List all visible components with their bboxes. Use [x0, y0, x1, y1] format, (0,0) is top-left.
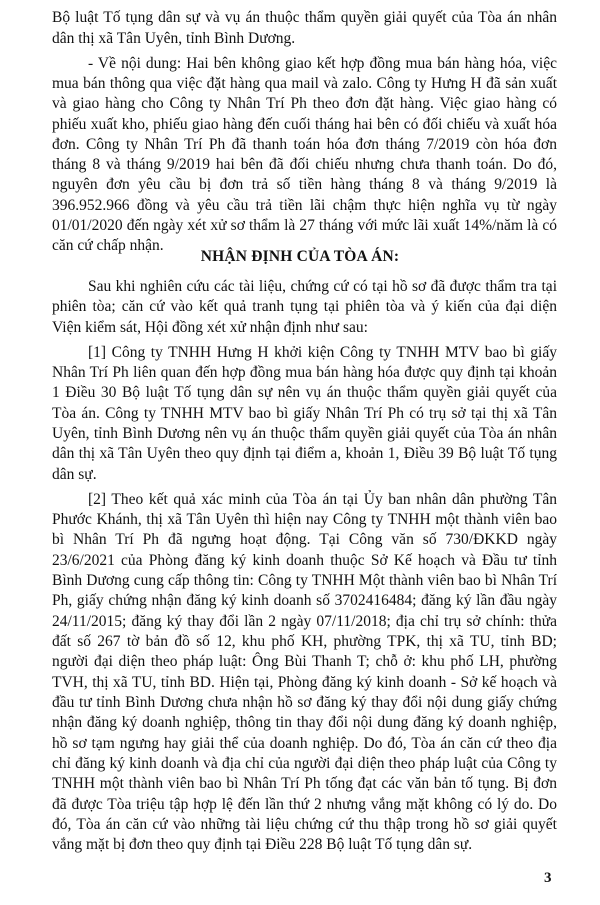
text-line: dân thị xã Tân Uyên, tỉnh Bình Dương.	[52, 30, 296, 47]
text-line: phiếu xuất kho, phiếu giao hàng đến cuối tháng hai bên có đối chiếu và xuất hóa	[52, 116, 557, 133]
text-line: đầu tư tỉnh Bình Dương chưa nhận hồ sơ đăng ký thay đổi nội dung giấy chứng	[52, 694, 557, 711]
text-line: Uyên, tỉnh Bình Dương nên vụ án thuộc thẩm quyền giải quyết của Tòa án nhân	[52, 425, 557, 442]
text-line: 24/11/2015; đăng ký thay đổi lần 2 ngày 07/11/2018; địa chỉ trụ sở chính: thửa	[52, 613, 557, 630]
text-line: 01/01/2020 đến ngày xét xử sơ thẩm là 27 tháng với mức lãi xuất 14%/năm là có	[52, 217, 557, 234]
text-line: 23/6/2021 của Phòng đăng ký kinh doanh thuộc Sở Kế hoạch và Đầu tư tỉnh	[52, 552, 557, 569]
text-line: dân sự.	[52, 466, 97, 483]
text-line: đất số 267 tờ bản đồ số 12, khu phố KH, phường TPK, thị xã TU, tỉnh BD;	[52, 633, 557, 650]
text-line: mua bán thông qua việc đặt hàng qua mail và zalo. Công ty Hưng H đã sản xuất	[52, 75, 557, 92]
text-line: người đại diện theo pháp luật: Ông Bùi Thanh T; chỗ ở: khu phố LH, phường	[52, 653, 557, 670]
text-line: dân thị xã Tân Uyên theo quy định tại điểm a, khoản 1, Điều 39 Bộ luật Tố tụng	[52, 445, 557, 462]
text-line: nhận đăng ký doanh nghiệp, thông tin thay đổi nội dung đăng ký doanh nghiệp,	[52, 714, 557, 731]
text-line: [2] Theo kết quả xác minh của Tòa án tại Ủy ban nhân dân phường Tân	[88, 491, 557, 508]
section-heading: NHẬN ĐỊNH CỦA TÒA ÁN:	[200, 248, 400, 265]
text-line: Phước Khánh, thị xã Tân Uyên thì hiện nay Công ty TNHH một thành viên bao	[52, 511, 557, 528]
text-line: nguyên đơn yêu cầu bị đơn trả số tiền hàng tháng 8 và tháng 9/2019 là	[52, 176, 557, 193]
text-line: đã được Tòa triệu tập hợp lệ đến lần thứ 2 nhưng vắng mặt không có lý do. Do	[52, 796, 557, 813]
text-line: 1 Điều 30 Bộ luật Tố tụng dân sự nên vụ án thuộc thẩm quyền giải quyết của	[52, 384, 557, 401]
text-line: Viện kiểm sát, Hội đồng xét xử nhận định như sau:	[52, 319, 368, 336]
text-line: TNHH một thành viên bao bì Nhân Trí Ph tống đạt các văn bản tố tụng. Bị đơn	[52, 775, 557, 792]
text-line: Ph, giấy chứng nhận đăng ký kinh doanh số 3702416484; đăng ký lần đầu ngày	[52, 592, 557, 609]
text-line: Tòa án. Công ty TNHH MTV bao bì giấy Nhân Trí Ph có trụ sở tại thị xã Tân	[52, 405, 557, 422]
text-line: vắng mặt bị đơn theo quy định tại Điều 228 Bộ luật Tố tụng dân sự.	[52, 836, 473, 853]
text-line: căn cứ chấp nhận.	[52, 237, 164, 254]
text-line: Sau khi nghiên cứu các tài liệu, chứng cứ có tại hồ sơ đã được thẩm tra tại	[88, 278, 557, 295]
text-line: Nhân Trí Ph liên quan đến hợp đồng mua bán hàng hóa được quy định tại khoản	[52, 364, 557, 381]
text-line: đó, Tòa án căn cứ vào những tài liệu chứng cứ thu thập trong hồ sơ giải quyết	[52, 816, 557, 833]
text-line: Bộ luật Tố tụng dân sự và vụ án thuộc thẩm quyền giải quyết của Tòa án nhân	[52, 9, 557, 26]
text-line: [1] Công ty TNHH Hưng H khởi kiện Công ty TNHH MTV bao bì giấy	[88, 344, 557, 361]
text-line: chỉ đăng ký kinh doanh và địa chỉ của người đại diện theo pháp luật của Công ty	[52, 755, 557, 772]
text-line: - Về nội dung: Hai bên không giao kết hợp đồng mua bán hàng hóa, việc	[88, 55, 557, 72]
text-line: Bình Dương cung cấp thông tin: Công ty TNHH Một thành viên bao bì Nhân Trí	[52, 572, 557, 589]
text-line: TVH, thị xã TU, tỉnh BD. Hiện tại, Phòng đăng ký kinh doanh - Sở kế hoạch và	[52, 674, 557, 691]
text-line: phiên tòa; căn cứ vào kết quả tranh tụng tại phiên tòa và ý kiến của đại diện	[52, 298, 557, 315]
text-line: đơn. Công ty Nhân Trí Ph đã thanh toán hóa đơn tháng 7/2019 còn hóa đơn	[52, 136, 557, 153]
text-line: 396.952.966 đồng và yêu cầu trả tiền lãi chậm thực hiện nghĩa vụ từ ngày	[52, 197, 557, 214]
page-number: 3	[544, 870, 552, 886]
text-line: và giao hàng cho Công ty Nhân Trí Ph theo đơn đặt hàng. Việc giao hàng có	[52, 95, 557, 112]
text-line: hồ sơ tạm ngưng hay giải thể của doanh nghiệp. Do đó, Tòa án căn cứ theo địa	[52, 735, 557, 752]
text-line: bì Nhân Trí Ph đã ngưng hoạt động. Tại Công văn số 730/ĐKKD ngày	[52, 531, 557, 548]
text-line: tháng 8 và tháng 9/2019 hai bên đã đối chiếu nhưng chưa thanh toán. Do đó,	[52, 156, 557, 173]
